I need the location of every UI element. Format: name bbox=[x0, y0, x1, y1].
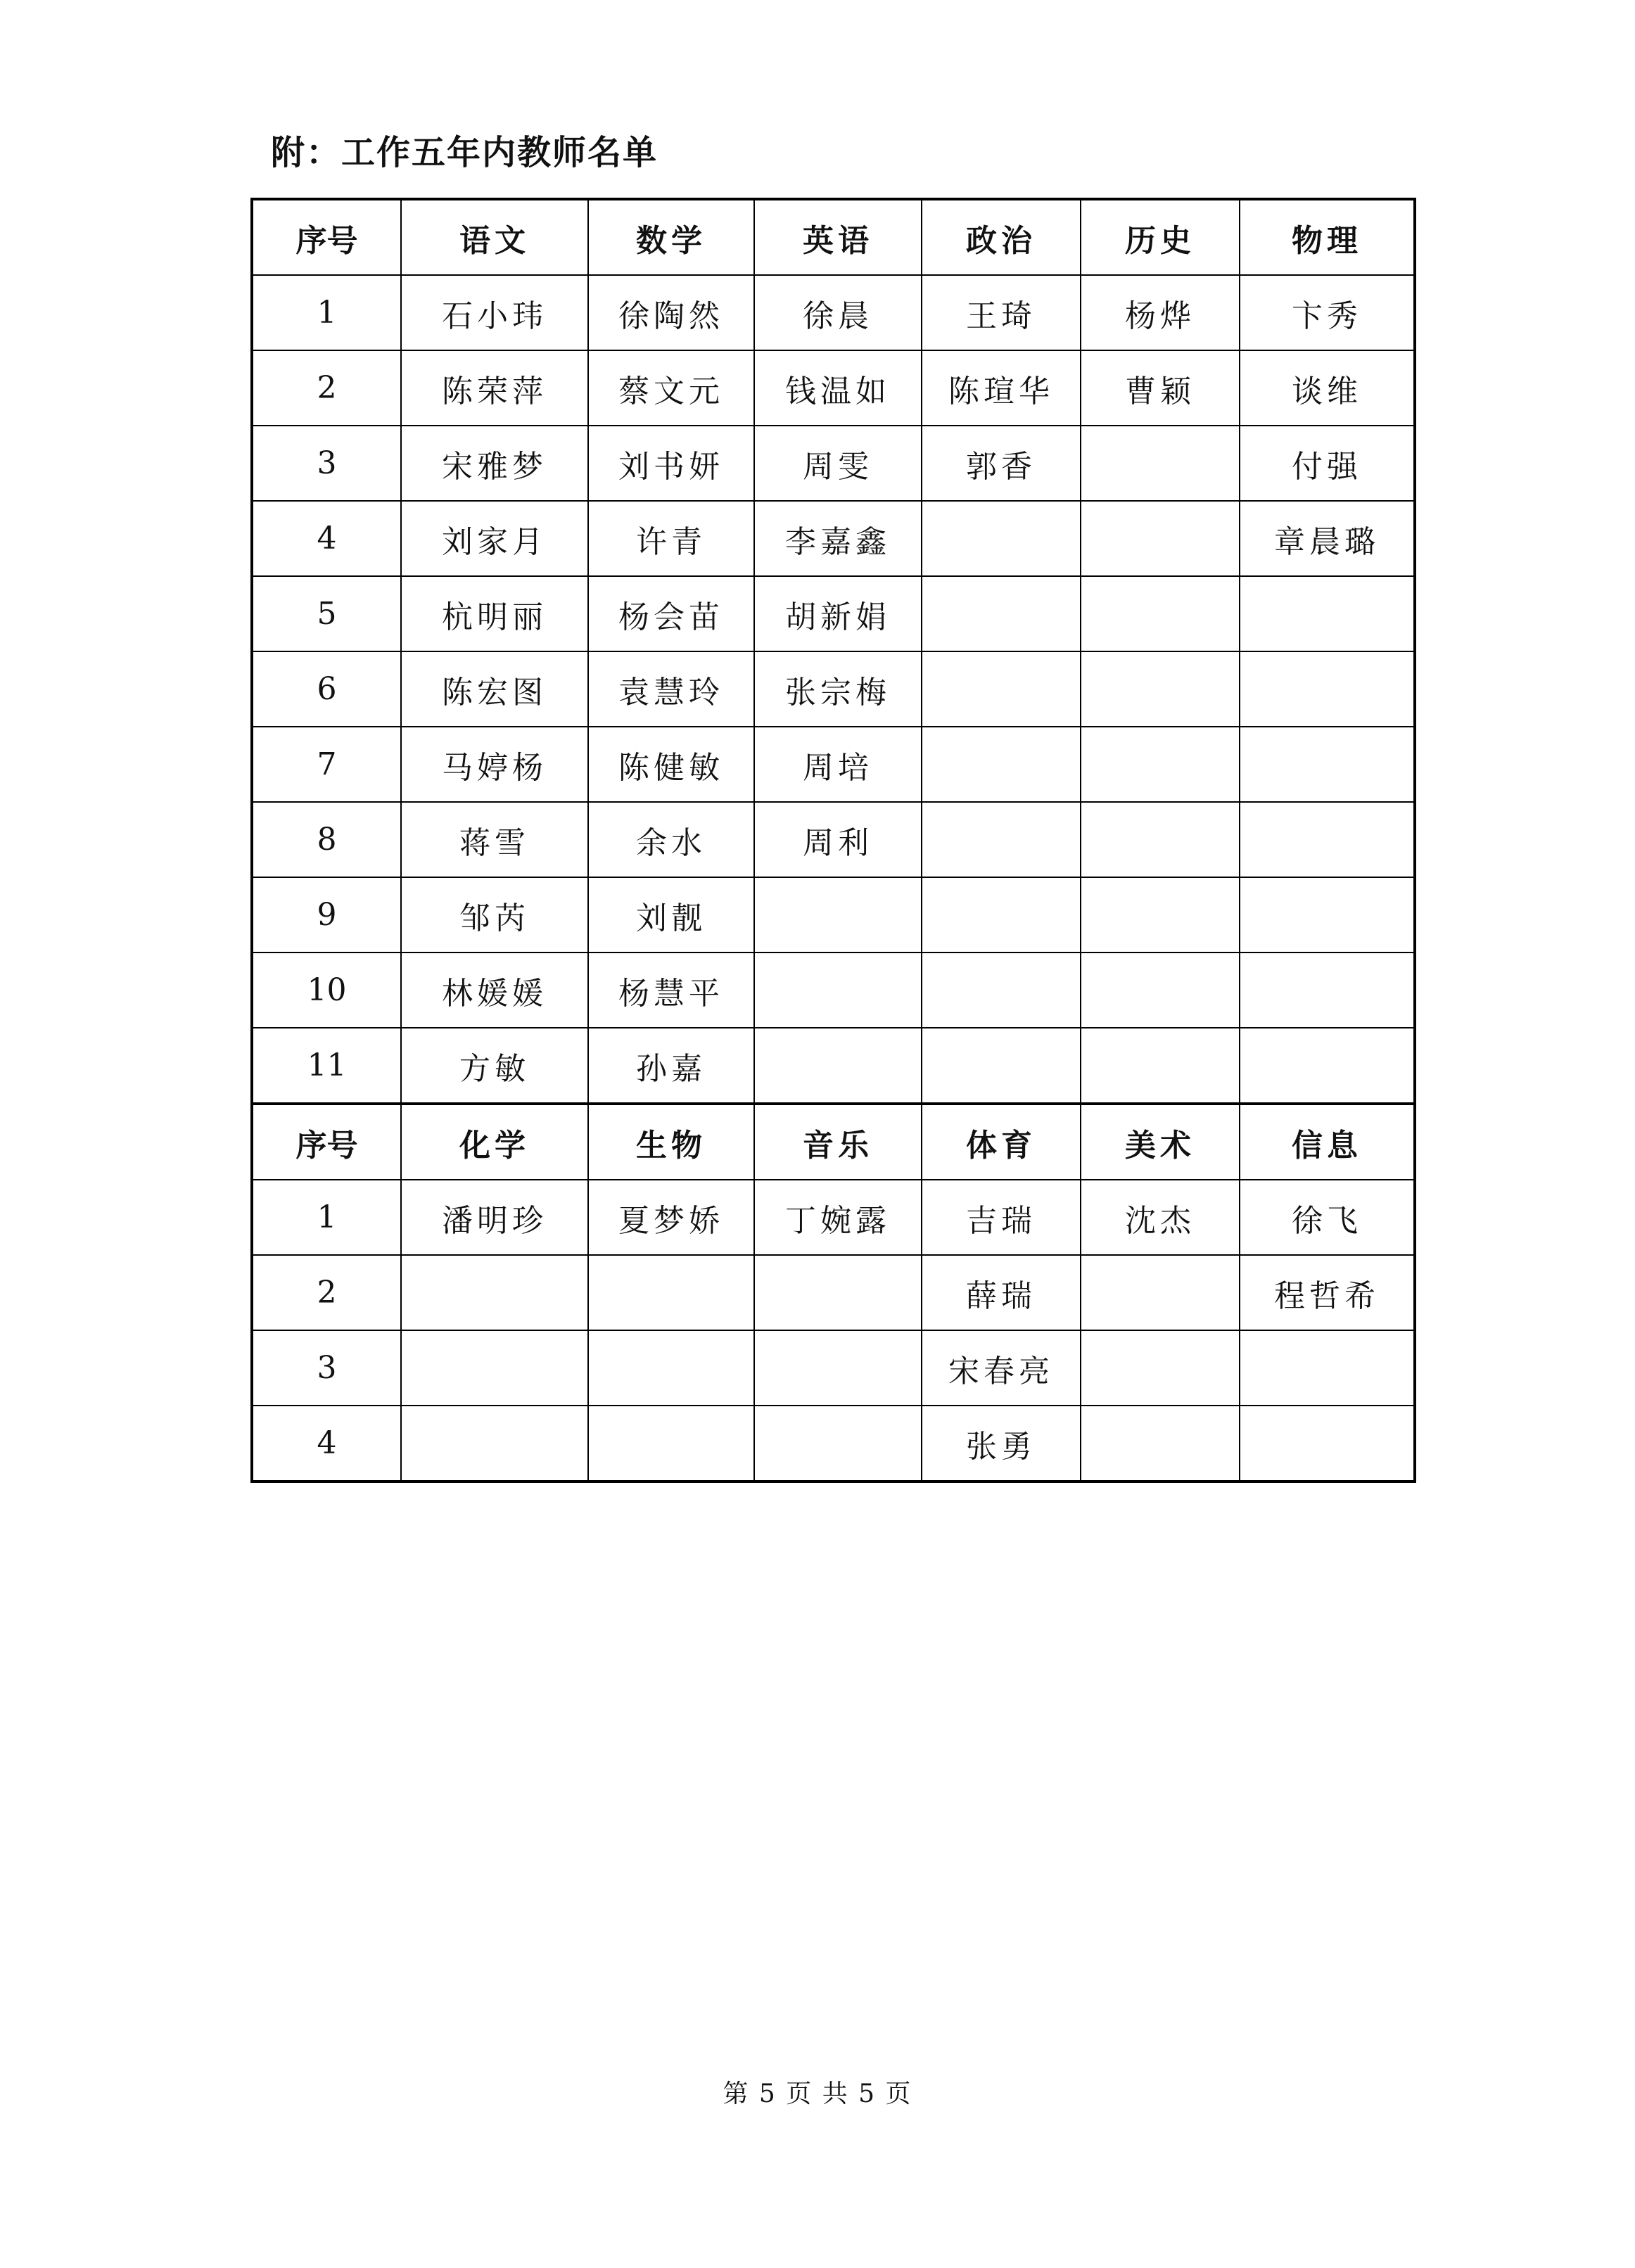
table-cell: 马婷杨 bbox=[401, 727, 588, 802]
table-cell bbox=[922, 651, 1081, 727]
table-cell: 王琦 bbox=[922, 275, 1081, 350]
table-row bbox=[252, 1255, 1415, 1330]
table-cell: 宋雅梦 bbox=[401, 426, 588, 501]
page-title: 附：工作五年内教师名单 bbox=[271, 133, 659, 172]
table-cell: 徐飞 bbox=[1240, 1180, 1415, 1255]
table-cell bbox=[754, 1028, 922, 1104]
row-number-cell: 9 bbox=[252, 877, 401, 953]
row-number-cell: 3 bbox=[252, 1330, 401, 1406]
table-row bbox=[252, 275, 1415, 350]
table-cell bbox=[401, 1330, 588, 1406]
table-cell: 体育 bbox=[922, 1104, 1081, 1180]
row-number-cell: 序号 bbox=[252, 1104, 401, 1180]
table-cell: 周培 bbox=[754, 727, 922, 802]
table-cell: 许青 bbox=[588, 501, 754, 576]
table-cell: 蔡文元 bbox=[588, 350, 754, 426]
table-cell: 邹芮 bbox=[401, 877, 588, 953]
row-number-cell: 6 bbox=[252, 651, 401, 727]
table-cell bbox=[1081, 501, 1240, 576]
table-cell: 徐陶然 bbox=[588, 275, 754, 350]
table-cell bbox=[1081, 576, 1240, 651]
table-cell bbox=[754, 1406, 922, 1482]
table-cell bbox=[588, 1255, 754, 1330]
table-cell: 卞秀 bbox=[1240, 275, 1415, 350]
table-row bbox=[252, 426, 1415, 501]
table-row bbox=[252, 727, 1415, 802]
table-cell bbox=[1081, 1406, 1240, 1482]
table-cell: 丁婉露 bbox=[754, 1180, 922, 1255]
table-cell: 石小玮 bbox=[401, 275, 588, 350]
row-number-cell: 7 bbox=[252, 727, 401, 802]
table-cell: 曹颖 bbox=[1081, 350, 1240, 426]
table-cell bbox=[1240, 1406, 1415, 1482]
table-cell: 美术 bbox=[1081, 1104, 1240, 1180]
table-cell: 刘家月 bbox=[401, 501, 588, 576]
row-number-cell: 4 bbox=[252, 1406, 401, 1482]
row-number-cell: 1 bbox=[252, 1180, 401, 1255]
table-cell: 化学 bbox=[401, 1104, 588, 1180]
row-number-cell: 4 bbox=[252, 501, 401, 576]
table-cell bbox=[1240, 1330, 1415, 1406]
table-cell: 胡新娟 bbox=[754, 576, 922, 651]
table-cell: 杭明丽 bbox=[401, 576, 588, 651]
table-cell bbox=[1081, 1255, 1240, 1330]
table-cell: 杨慧平 bbox=[588, 953, 754, 1028]
table-cell: 音乐 bbox=[754, 1104, 922, 1180]
table-cell: 孙嘉 bbox=[588, 1028, 754, 1104]
table-cell bbox=[401, 1406, 588, 1482]
table-cell: 张宗梅 bbox=[754, 651, 922, 727]
table-cell bbox=[922, 953, 1081, 1028]
table-cell bbox=[1240, 727, 1415, 802]
table-cell: 杨会苗 bbox=[588, 576, 754, 651]
table-cell bbox=[922, 727, 1081, 802]
table-cell: 付强 bbox=[1240, 426, 1415, 501]
table-cell: 宋春亮 bbox=[922, 1330, 1081, 1406]
teacher-roster-table bbox=[250, 198, 1416, 1483]
table-cell: 政治 bbox=[922, 199, 1081, 275]
row-number-cell: 10 bbox=[252, 953, 401, 1028]
table-cell bbox=[1240, 802, 1415, 877]
table-cell: 林媛媛 bbox=[401, 953, 588, 1028]
table-cell: 袁慧玲 bbox=[588, 651, 754, 727]
row-number-cell: 1 bbox=[252, 275, 401, 350]
table-cell: 陈荣萍 bbox=[401, 350, 588, 426]
table-cell: 陈健敏 bbox=[588, 727, 754, 802]
table-cell bbox=[754, 953, 922, 1028]
table-cell bbox=[401, 1255, 588, 1330]
row-number-cell: 5 bbox=[252, 576, 401, 651]
table-cell: 程哲希 bbox=[1240, 1255, 1415, 1330]
table-cell bbox=[754, 877, 922, 953]
table-cell bbox=[1081, 651, 1240, 727]
table-cell: 周雯 bbox=[754, 426, 922, 501]
table-cell: 历史 bbox=[1081, 199, 1240, 275]
table-row bbox=[252, 802, 1415, 877]
table-cell bbox=[922, 501, 1081, 576]
table-row bbox=[252, 651, 1415, 727]
table-cell: 陈瑄华 bbox=[922, 350, 1081, 426]
table-cell: 章晨璐 bbox=[1240, 501, 1415, 576]
table-cell: 谈维 bbox=[1240, 350, 1415, 426]
table-cell bbox=[1081, 426, 1240, 501]
table-cell: 数学 bbox=[588, 199, 754, 275]
page-footer: 第 5 页 共 5 页 bbox=[723, 2079, 912, 2108]
table-cell: 蒋雪 bbox=[401, 802, 588, 877]
table-cell bbox=[1240, 877, 1415, 953]
row-number-cell: 序号 bbox=[252, 199, 401, 275]
table-cell: 杨烨 bbox=[1081, 275, 1240, 350]
table-cell: 薛瑞 bbox=[922, 1255, 1081, 1330]
row-number-cell: 2 bbox=[252, 1255, 401, 1330]
table-cell bbox=[588, 1406, 754, 1482]
table-row bbox=[252, 501, 1415, 576]
table-cell bbox=[754, 1255, 922, 1330]
row-number-cell: 2 bbox=[252, 350, 401, 426]
row-number-cell: 3 bbox=[252, 426, 401, 501]
table-cell: 方敏 bbox=[401, 1028, 588, 1104]
table-row bbox=[252, 877, 1415, 953]
table-cell bbox=[1081, 802, 1240, 877]
table-cell bbox=[1081, 1028, 1240, 1104]
table-cell: 余水 bbox=[588, 802, 754, 877]
table-row bbox=[252, 1028, 1415, 1104]
table-cell bbox=[1240, 576, 1415, 651]
table-cell bbox=[922, 576, 1081, 651]
table-cell: 沈杰 bbox=[1081, 1180, 1240, 1255]
table-cell: 信息 bbox=[1240, 1104, 1415, 1180]
table-cell bbox=[1240, 1028, 1415, 1104]
table-cell: 李嘉鑫 bbox=[754, 501, 922, 576]
table-cell: 语文 bbox=[401, 199, 588, 275]
header-row-main-subjects bbox=[252, 199, 1415, 275]
table-cell bbox=[754, 1330, 922, 1406]
table-cell: 生物 bbox=[588, 1104, 754, 1180]
table-cell: 钱温如 bbox=[754, 350, 922, 426]
table-cell: 物理 bbox=[1240, 199, 1415, 275]
table-cell: 张勇 bbox=[922, 1406, 1081, 1482]
table-cell: 周利 bbox=[754, 802, 922, 877]
table-cell bbox=[1240, 651, 1415, 727]
table-cell: 夏梦娇 bbox=[588, 1180, 754, 1255]
table-cell: 刘靓 bbox=[588, 877, 754, 953]
table-cell bbox=[1081, 727, 1240, 802]
table-row bbox=[252, 1330, 1415, 1406]
row-number-cell: 11 bbox=[252, 1028, 401, 1104]
table-row bbox=[252, 350, 1415, 426]
table-cell: 徐晨 bbox=[754, 275, 922, 350]
table-cell bbox=[1081, 1330, 1240, 1406]
table-cell bbox=[922, 802, 1081, 877]
table-row bbox=[252, 953, 1415, 1028]
table-row bbox=[252, 576, 1415, 651]
table-cell: 刘书妍 bbox=[588, 426, 754, 501]
table-cell bbox=[922, 1028, 1081, 1104]
table-row bbox=[252, 1406, 1415, 1482]
header-row-other-subjects bbox=[252, 1104, 1415, 1180]
table-row bbox=[252, 1180, 1415, 1255]
table-cell bbox=[1081, 953, 1240, 1028]
table-cell: 英语 bbox=[754, 199, 922, 275]
table-cell bbox=[588, 1330, 754, 1406]
table-cell: 陈宏图 bbox=[401, 651, 588, 727]
table-cell bbox=[1240, 953, 1415, 1028]
row-number-cell: 8 bbox=[252, 802, 401, 877]
table-cell bbox=[922, 877, 1081, 953]
table-cell: 吉瑞 bbox=[922, 1180, 1081, 1255]
table-cell bbox=[1081, 877, 1240, 953]
table-cell: 潘明珍 bbox=[401, 1180, 588, 1255]
table-cell: 郭香 bbox=[922, 426, 1081, 501]
